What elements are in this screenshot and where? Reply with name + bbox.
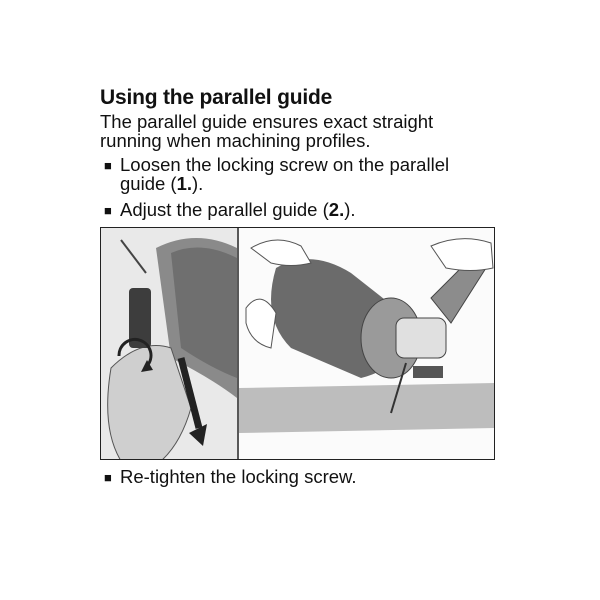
step-3-text: Re-tighten the locking screw. — [120, 466, 357, 487]
illustration-graphic — [101, 228, 495, 460]
step-1-suffix: ). — [192, 173, 204, 194]
bullet-icon: ■ — [104, 470, 112, 485]
section-heading: Using the parallel guide — [100, 86, 333, 109]
step-2-suffix: ). — [344, 199, 356, 220]
step-2-number: 2. — [328, 199, 345, 220]
step-2-text: Adjust the parallel guide ( — [120, 199, 329, 220]
bullet-icon: ■ — [104, 158, 112, 173]
step-1-number: 1. — [176, 173, 193, 194]
left-panel-illustration — [101, 228, 237, 460]
instruction-illustration — [100, 227, 495, 460]
step-1-text: Loosen the locking screw on the parallel — [120, 154, 450, 175]
right-panel-illustration — [239, 228, 495, 460]
step-1-text-line2: guide ( — [120, 173, 177, 194]
workpiece-profile — [239, 383, 495, 433]
bullet-icon: ■ — [104, 203, 112, 218]
intro-paragraph: The parallel guide ensures exact straight running when machining profiles. — [100, 111, 434, 151]
